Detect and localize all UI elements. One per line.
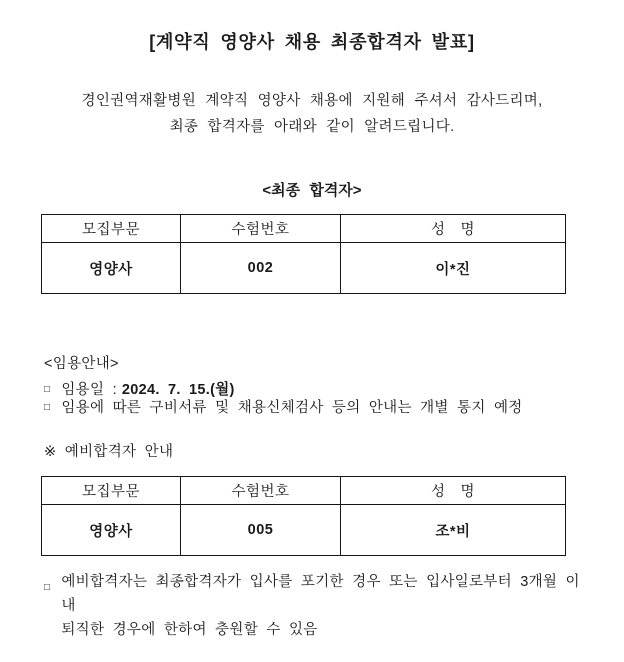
- final-header-exam-number: 수험번호: [181, 215, 341, 243]
- final-table-data-row: [42, 243, 566, 294]
- document-title: [계약직 영양사 채용 최종합격자 발표]: [149, 32, 475, 52]
- final-cell-exam-number: 002: [181, 243, 341, 294]
- reserve-table-header-row: [42, 477, 566, 505]
- reserve-note-line-2: 퇴직한 경우에 한하여 충원할 수 있음: [61, 622, 318, 638]
- reserve-cell-name: 조*비: [341, 505, 566, 556]
- reserve-header-recruit-field: 모집부문: [42, 477, 181, 505]
- appointment-docs-item: [44, 399, 523, 417]
- intro-paragraph: [0, 88, 624, 140]
- appointment-date-item: [44, 381, 235, 399]
- final-passers-table: [41, 214, 566, 294]
- reserve-passers-table: [41, 476, 566, 556]
- intro-line-2: 최종 합격자를 아래와 같이 알려드립니다.: [169, 119, 455, 135]
- final-table-header-row: [42, 215, 566, 243]
- square-bullet-icon: □: [44, 582, 51, 593]
- appointment-docs-label: 임용에 따른 구비서류 및 채용신체검사 등의 안내는 개별 통지 예정: [61, 400, 523, 416]
- reserve-note-item: [44, 570, 589, 642]
- final-header-recruit-field: 모집부문: [42, 215, 181, 243]
- reserve-section-heading: ※ 예비합격자 안내: [44, 444, 174, 460]
- reserve-header-exam-number: 수험번호: [181, 477, 341, 505]
- reserve-table-data-row: [42, 505, 566, 556]
- final-cell-recruit-field: 영양사: [42, 243, 181, 294]
- final-passers-heading: <최종 합격자>: [262, 182, 362, 199]
- final-cell-name: 이*진: [341, 243, 566, 294]
- reserve-note-line-1: 예비합격자는 최종합격자가 입사를 포기한 경우 또는 입사일로부터 3개월 이내: [61, 574, 580, 614]
- reserve-note-text: [61, 570, 589, 642]
- reserve-cell-exam-number: 005: [181, 505, 341, 556]
- intro-line-1: 경인권역재활병원 계약직 영양사 채용에 지원해 주셔서 감사드리며,: [81, 93, 543, 109]
- final-header-name: 성 명: [341, 215, 566, 243]
- square-bullet-icon: □: [44, 402, 51, 413]
- appointment-date-value: 2024. 7. 15.(월): [121, 382, 235, 398]
- appointment-date-label: 임용일 :: [61, 382, 117, 398]
- reserve-header-name: 성 명: [341, 477, 566, 505]
- reserve-cell-recruit-field: 영양사: [42, 505, 181, 556]
- square-bullet-icon: □: [44, 384, 51, 395]
- appointment-section-heading: <임용안내>: [44, 356, 119, 372]
